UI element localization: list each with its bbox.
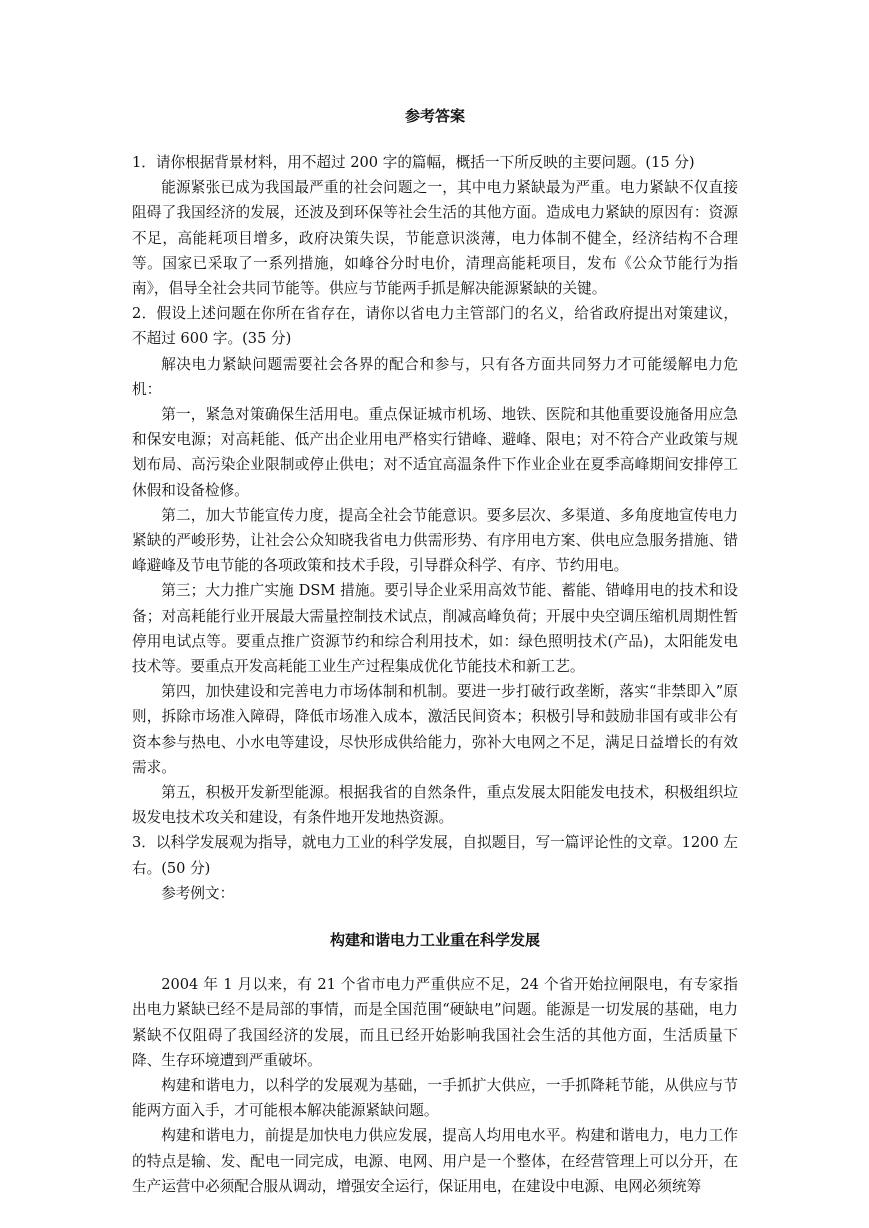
sample-essay-label: 参考例文： <box>161 884 235 902</box>
question-3: 3．以科学发展观为指导，就电力工业的科学发展，自拟题目，写一篇评论性的文章。1200 左右。(50 分) <box>132 834 738 877</box>
document-page <box>132 104 738 1199</box>
question-2: 2．假设上述问题在你所在省存在，请你以省电力主管部门的名义，给省政府提出对策建议，不超过 600 字。(35 分) <box>132 305 738 348</box>
answer-2-point-5: 第五，积极开发新型能源。根据我省的自然条件，重点发展太阳能发电技术，积极组织垃圾发电技术攻关和建设，有条件地开发地热资源。 <box>132 784 738 827</box>
page-title: 参考答案 <box>404 107 465 125</box>
essay-title: 构建和谐电力工业重在科学发展 <box>329 931 540 950</box>
essay-paragraph-2: 构建和谐电力，以科学的发展观为基础，一手抓扩大供应，一手抓降耗节能，从供应与节能两方面入手，才可能根本解决能源紧缺问题。 <box>132 1076 738 1120</box>
essay-paragraph-3: 构建和谐电力，前提是加快电力供应发展，提高人均用电水平。构建和谐电力，电力工作的特点是输、发、配电一同完成，电源、电网、用户是一个整体，在经营管理上可以分开，在生产运营中必须配合服从调动，增强安全运行，保证用电，在建设中电源、电网必须统筹 <box>132 1127 738 1195</box>
essay-paragraph-1: 2004 年 1 月以来，有 21 个省市电力严重供应不足，24 个省开始拉闸限电，有专家指出电力紧缺已经不是局部的事情，而是全国范围“硬缺电”问题。能源是一切发展的基础，电力紧缺不仅阻碍了我国经济的发展，而且已经开始影响我国社会生活的其他方面，生活质量下降、生存环境遭到严重破坏。 <box>132 976 738 1069</box>
answer-2-point-1: 第一，紧急对策确保生活用电。重点保证城市机场、地铁、医院和其他重要设施备用应急和保安电源；对高耗能、低产出企业用电严格实行错峰、避峰、限电；对不符合产业政策与规划布局、高污染企业限制或停止供电；对不适宜高温条件下作业企业在夏季高峰期间安排停工休假和设备检修。 <box>132 406 738 499</box>
answer-2-point-3: 第三；大力推广实施 DSM 措施。要引导企业采用高效节能、蓄能、错峰用电的技术和设备；对高耗能行业开展最大需量控制技术试点，削减高峰负荷；开展中央空调压缩机周期性暂停用电试点等。要重点推广资源节约和综合利用技术，如：绿色照明技术(产品)，太阳能发电技术等。要重点开发高耗能工业生产过程集成优化节能技术和新工艺。 <box>132 582 738 676</box>
answer-2-intro: 解决电力紧缺问题需要社会各界的配合和参与，只有各方面共同努力才可能缓解电力危机： <box>132 355 738 398</box>
answer-2-point-4: 第四，加快建设和完善电力市场体制和机制。要进一步打破行政垄断，落实“非禁即入”原则，拆除市场准入障碍，降低市场准入成本，激活民间资本；积极引导和鼓励非国有或非公有资本参与热电、小水电等建设，尽快形成供给能力，弥补大电网之不足，满足日益增长的有效需求。 <box>132 683 738 776</box>
answer-1: 能源紧张已成为我国最严重的社会问题之一，其中电力紧缺最为严重。电力紧缺不仅直接阻碍了我国经济的发展，还波及到环保等社会生活的其他方面。造成电力紧缺的原因有：资源不足，高能耗项目增多，政府决策失误，节能意识淡薄，电力体制不健全，经济结构不合理等。国家已采取了一系列措施，如峰谷分时电价，清理高能耗项目，发布《公众节能行为指南》，倡导全社会共同节能等。供应与节能两手抓是解决能源紧缺的关键。 <box>132 179 738 298</box>
answer-2-point-2: 第二，加大节能宣传力度，提高全社会节能意识。要多层次、多渠道、多角度地宣传电力紧缺的严峻形势，让社会公众知晓我省电力供需形势、有序用电方案、供电应急服务措施、错峰避峰及节电节能的各项政策和技术手段，引导群众科学、有序、节约用电。 <box>132 506 738 575</box>
question-1: 1．请你根据背景材料，用不超过 200 字的篇幅，概括一下所反映的主要问题。(15 分) <box>132 154 695 171</box>
